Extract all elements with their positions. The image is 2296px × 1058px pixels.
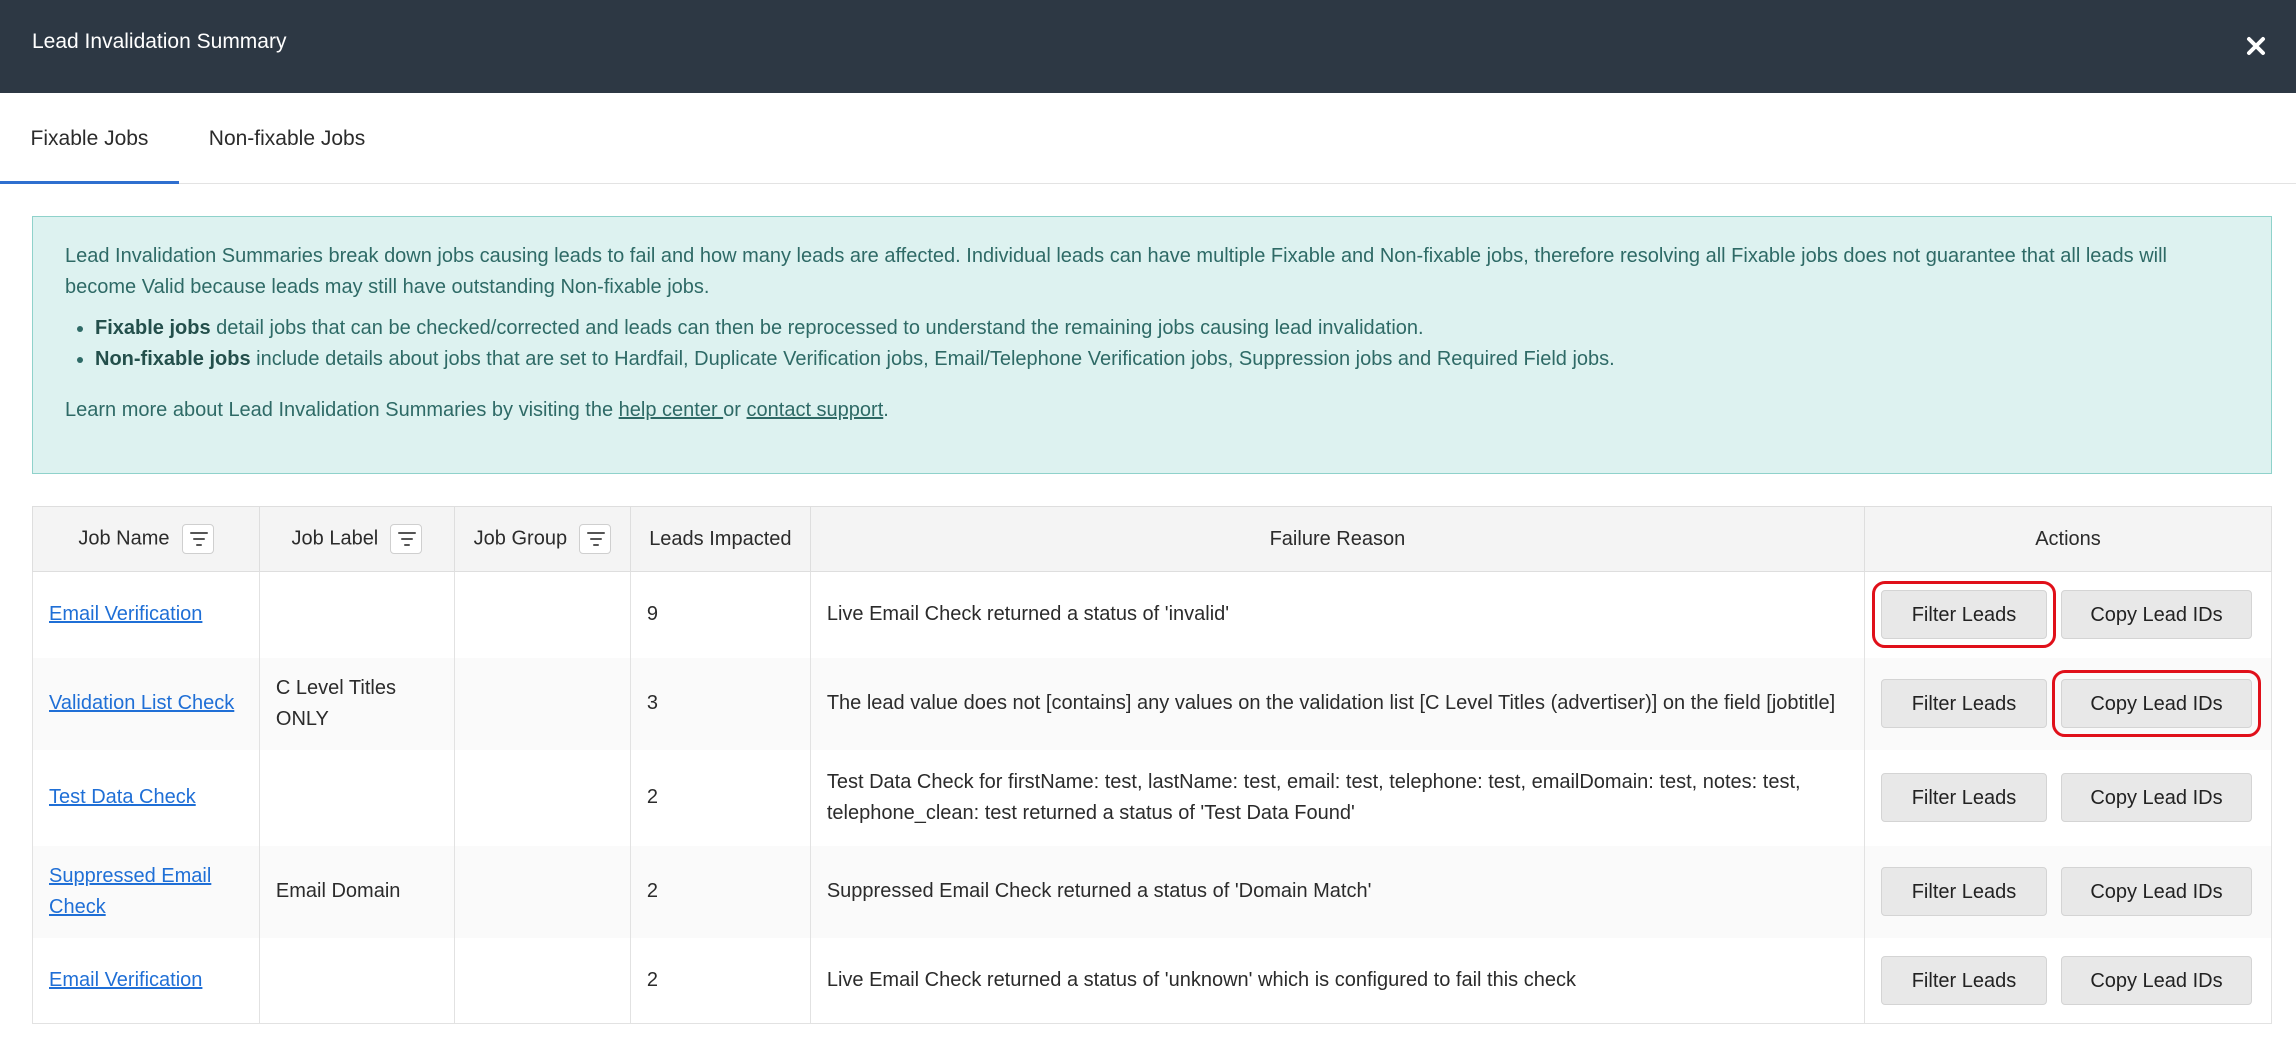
failure-reason-cell: The lead value does not [contains] any values on the validation list [C Level Titles (advertiser)] on the field [jobtitle] — [810, 658, 1864, 750]
info-learn-prefix: Learn more about Lead Invalidation Summaries by visiting the — [65, 399, 619, 421]
job-group-cell — [454, 658, 630, 750]
filter-leads-button[interactable]: Filter Leads — [1881, 679, 2047, 728]
copy-lead-ids-button[interactable]: Copy Lead IDs — [2061, 956, 2252, 1005]
failure-reason-cell: Live Email Check returned a status of 'invalid' — [810, 572, 1864, 658]
job-name-cell — [33, 846, 260, 938]
leads-impacted-cell: 2 — [630, 938, 810, 1024]
filter-leads-button[interactable]: Filter Leads — [1881, 590, 2047, 639]
copy-lead-ids-button[interactable]: Copy Lead IDs — [2061, 590, 2252, 639]
job-group-filter-button[interactable] — [579, 524, 611, 554]
info-period: . — [883, 399, 889, 421]
table-row — [33, 938, 2272, 1024]
job-name-link[interactable]: Email Verification — [49, 603, 203, 626]
info-bullet-nonfixable — [95, 344, 2239, 375]
info-bullet-list — [95, 313, 2239, 375]
filter-icon — [586, 530, 606, 548]
info-intro: Lead Invalidation Summaries break down jobs causing leads to fail and how many leads are affected. Individual leads can have multiple Fixable and Non-fixable jobs, therefore resolving all Fixable jobs does not guarantee that all leads will become Valid because leads may still have outstanding Non-fixable jobs. — [65, 245, 2167, 298]
modal-title: Lead Invalidation Summary — [32, 30, 287, 53]
column-header-label: Job Label — [291, 527, 379, 550]
table-row — [33, 658, 2272, 750]
job-label-cell — [259, 938, 454, 1024]
job-name-link[interactable]: Email Verification — [49, 968, 203, 991]
info-bullet-fixable-text: detail jobs that can be checked/corrected and leads can then be reprocessed to understand the remaining jobs causing lead invalidation. — [210, 317, 1424, 339]
column-header-job-group — [454, 507, 630, 572]
filter-icon — [189, 530, 209, 548]
job-name-link[interactable]: Test Data Check — [49, 786, 196, 808]
job-label-cell: Email Domain — [259, 846, 454, 938]
job-group-cell — [454, 938, 630, 1024]
filter-icon — [397, 530, 417, 548]
copy-lead-ids-button[interactable]: Copy Lead IDs — [2061, 773, 2252, 822]
table-row — [33, 572, 2272, 658]
job-name-cell — [33, 572, 260, 658]
job-name-link[interactable]: Suppressed Email Check — [49, 864, 212, 918]
job-label-cell — [259, 572, 454, 658]
filter-leads-button[interactable]: Filter Leads — [1881, 867, 2047, 916]
info-bullet-nonfixable-title: Non-fixable jobs — [95, 348, 251, 370]
close-icon — [2236, 26, 2276, 66]
failure-reason-cell: Suppressed Email Check returned a status of 'Domain Match' — [810, 846, 1864, 938]
column-header-label: Job Group — [473, 527, 568, 550]
column-header-failure-reason: Failure Reason — [810, 507, 1864, 572]
tab-non-fixable-jobs[interactable]: Non-fixable Jobs — [208, 127, 366, 150]
job-name-cell — [33, 658, 260, 750]
filter-leads-button[interactable]: Filter Leads — [1881, 773, 2047, 822]
actions-cell — [1864, 750, 2271, 846]
table-header-row — [33, 507, 2272, 572]
leads-impacted-cell: 9 — [630, 572, 810, 658]
failure-reason-cell: Live Email Check returned a status of 'unknown' which is configured to fail this check — [810, 938, 1864, 1024]
tab-fixable-jobs[interactable]: Fixable Jobs — [0, 93, 179, 184]
job-name-cell — [33, 750, 260, 846]
leads-impacted-cell: 2 — [630, 750, 810, 846]
info-bullet-fixable-title: Fixable jobs — [95, 317, 211, 339]
job-group-cell — [454, 846, 630, 938]
actions-cell — [1864, 846, 2271, 938]
column-header-job-name — [33, 507, 260, 572]
close-button[interactable] — [2236, 26, 2276, 66]
info-alert — [32, 216, 2272, 474]
table-row — [33, 750, 2272, 846]
jobs-table — [32, 506, 2272, 1024]
filter-leads-button[interactable]: Filter Leads — [1881, 956, 2047, 1005]
column-header-actions: Actions — [1864, 507, 2271, 572]
leads-impacted-cell: 2 — [630, 846, 810, 938]
actions-cell — [1864, 572, 2271, 658]
info-bullet-fixable — [95, 313, 2239, 344]
actions-cell — [1864, 938, 2271, 1024]
leads-impacted-cell: 3 — [630, 658, 810, 750]
job-name-cell — [33, 938, 260, 1024]
column-header-job-label — [259, 507, 454, 572]
info-learn-more — [65, 395, 2239, 426]
tab-bar — [0, 93, 2296, 184]
contact-support-link[interactable]: contact support — [746, 399, 884, 421]
job-name-filter-button[interactable] — [182, 524, 214, 554]
info-or-text: or — [723, 399, 747, 421]
table-row — [33, 846, 2272, 938]
info-bullet-nonfixable-text: include details about jobs that are set to Hardfail, Duplicate Verification jobs, Email/Telephone Verification jobs, Suppression jobs and Required Field jobs. — [250, 348, 1615, 370]
copy-lead-ids-button[interactable]: Copy Lead IDs — [2061, 679, 2252, 728]
actions-cell — [1864, 658, 2271, 750]
job-label-filter-button[interactable] — [390, 524, 422, 554]
copy-lead-ids-button[interactable]: Copy Lead IDs — [2061, 867, 2252, 916]
help-center-link[interactable]: help center — [618, 399, 724, 421]
column-header-leads-impacted: Leads Impacted — [630, 507, 810, 572]
column-header-label: Job Name — [78, 527, 170, 550]
job-label-cell: C Level Titles ONLY — [259, 658, 454, 750]
modal-header — [0, 0, 2296, 93]
job-name-link[interactable]: Validation List Check — [49, 692, 235, 714]
job-label-cell — [259, 750, 454, 846]
job-group-cell — [454, 750, 630, 846]
job-group-cell — [454, 572, 630, 658]
failure-reason-cell: Test Data Check for firstName: test, lastName: test, email: test, telephone: test, emailDomain: test, notes: test, telephone_clean: test returned a status of 'Test Data Found' — [810, 750, 1864, 846]
